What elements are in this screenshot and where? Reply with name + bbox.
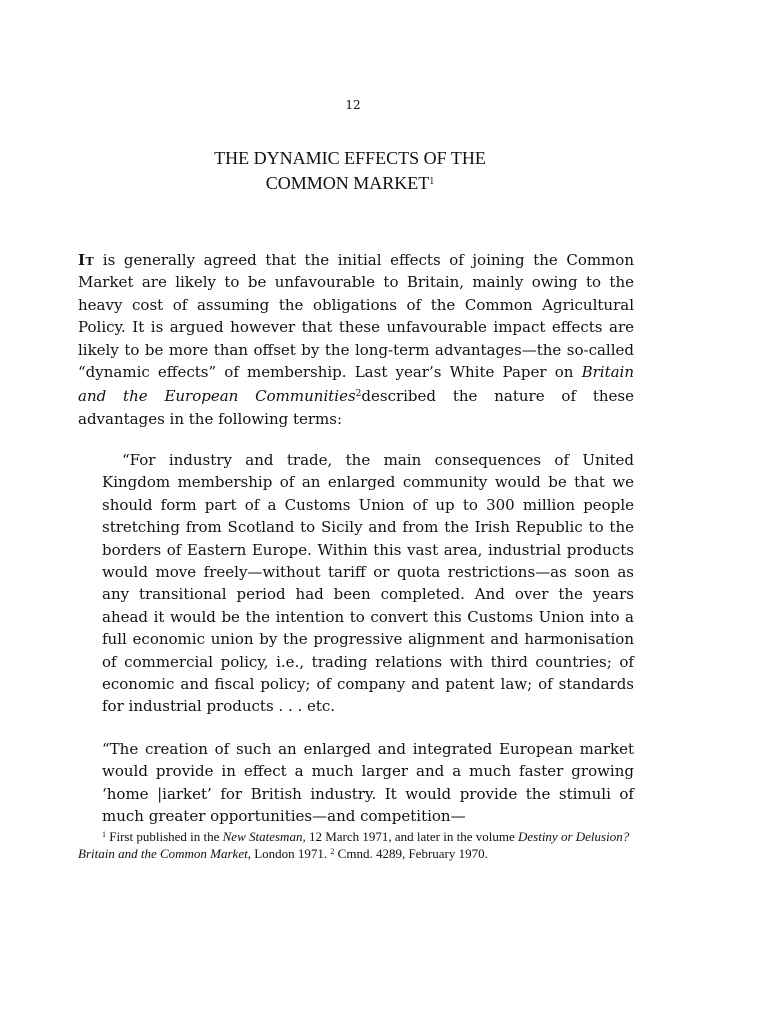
chapter-title-line-2-text: COMMON MARKET	[265, 173, 430, 193]
footnote-text-1-prefix: First published in the	[106, 829, 223, 844]
chapter-title-line-1: THE DYNAMIC EFFECTS OF THE	[214, 148, 486, 168]
chapter-title	[0, 146, 700, 195]
footnote-text-1-suffix: London 1971.	[250, 846, 331, 861]
intro-footnote-marker: 2	[355, 389, 362, 400]
quotation-paragraph-2: “The creation of such an enlarged and integrated European market would provide in effect a much larger and a much faster growing ‘home |iarket’ for British industry. It would provide the stimuli of much greater opportunities—and competition—	[102, 740, 634, 826]
footnote-marker-1: 1	[102, 830, 106, 839]
intro-lead-word: It	[78, 251, 95, 269]
quotation-paragraph-1: “For industry and trade, the main consequences of United Kingdom membership of an enlarged community would be that we should form part of a Customs Union of up to 300 million people stretching from Scotland to Sicily and from the Irish Republic to the borders of Eastern Europe. Within this vast area, industrial products would move freely—without tariff or quota restrictions—as soon as any transitional period had been completed. And over the years ahead it would be the intention to convert this Customs Union into a full economic union by the progressive alignment and harmonisation of commercial policy, i.e., trading relations with third countries; of economic and fiscal policy; of company and patent law; of standards for industrial products . . . etc.	[102, 451, 634, 716]
chapter-title-line-2	[0, 170, 700, 195]
footnote-text-1-middle: 12 March 1971, and later in the volume	[305, 829, 518, 844]
page-number: 12	[345, 98, 361, 112]
intro-text-after-title: described the nature of these advantages in the following terms:	[78, 387, 634, 428]
footnote	[78, 827, 638, 861]
chapter-title-footnote-marker: 1	[429, 176, 435, 187]
intro-paragraph	[78, 249, 634, 430]
white-paper-title: Britain and the European Communities	[78, 363, 634, 406]
footnote-source-book-title: Destiny or Delusion? Britain and the Common Market,	[78, 829, 630, 861]
footnote-marker-2: 2	[330, 847, 335, 856]
footnote-indent	[78, 829, 102, 844]
footnote-text-2: Cmnd. 4289, February 1970.	[334, 846, 488, 861]
intro-text-before-title: is generally agreed that the initial effects of joining the Common Market are likely to be unfavourable to Britain, mainly owing to the heavy cost of assuming the obligations of the Common Agricultural Policy. It is argued however that these unfavourable impact effects are likely to be more than offset by the long-term advantages—the so-called “dynamic effects” of membership. Last year’s White Paper on	[78, 251, 634, 382]
footnote-source-new-statesman: New Statesman,	[222, 829, 306, 844]
